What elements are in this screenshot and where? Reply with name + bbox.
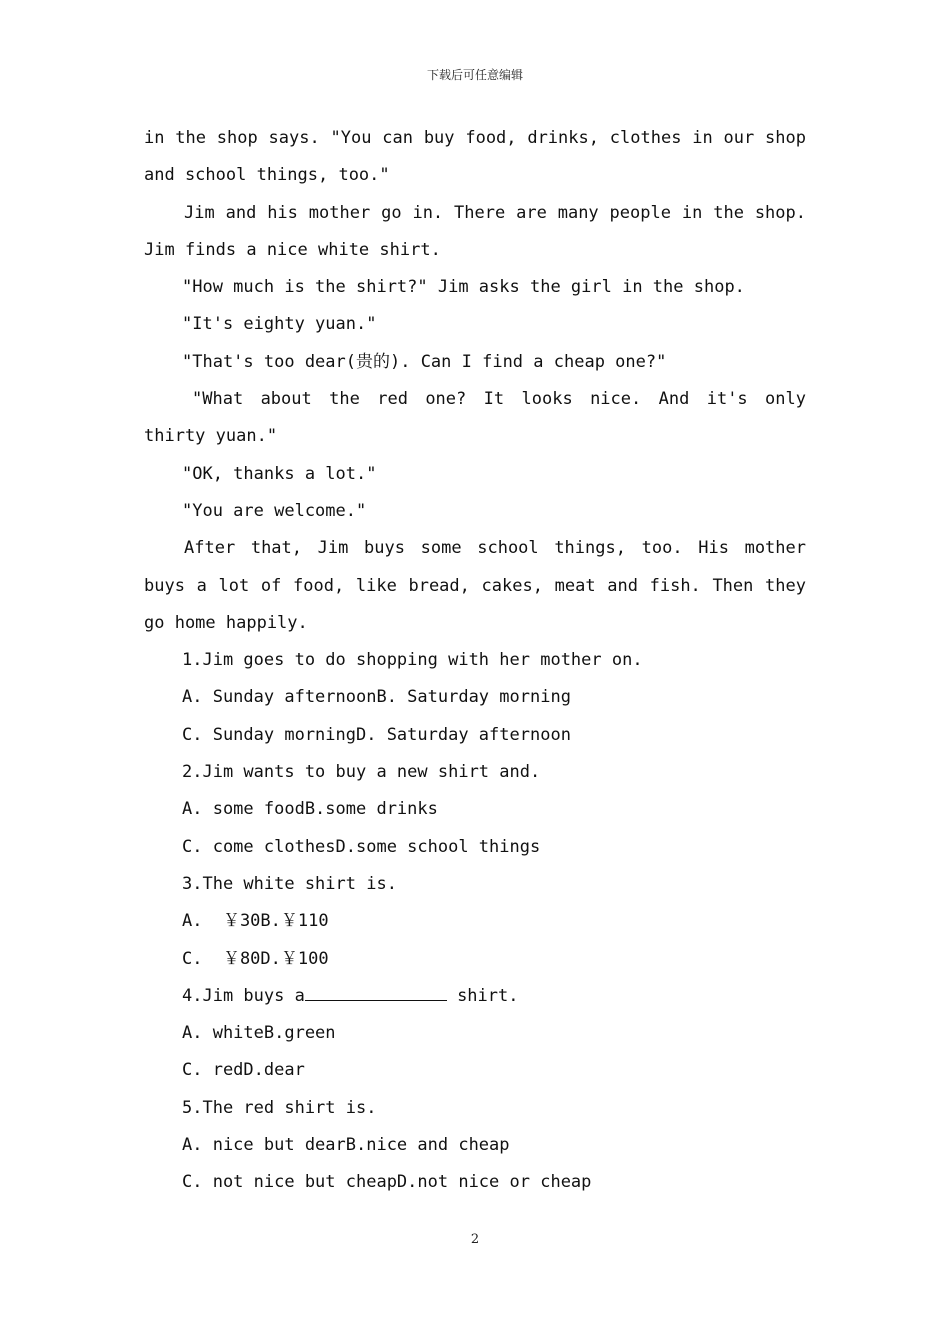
question-1-stem: 1.Jim goes to do shopping with her mother on. bbox=[182, 650, 643, 671]
question-1-options-ab: A. Sunday afternoonB. Saturday morning bbox=[182, 687, 571, 708]
passage-paragraph-1: in the shop says. "You can buy food, drinks, clothes in our shop and school things, too." bbox=[144, 128, 806, 186]
question-2-options-cd: C. come clothesD.some school things bbox=[182, 836, 541, 857]
question-5-stem: 5.The red shirt is. bbox=[182, 1097, 377, 1118]
dialogue-line-3: "That's too dear(贵的). Can I find a cheap one?" bbox=[182, 351, 667, 372]
question-3-stem: 3.The white shirt is. bbox=[182, 873, 397, 894]
answer-blank[interactable] bbox=[305, 984, 447, 1001]
dialogue-line-1: "How much is the shirt?" Jim asks the girl in the shop. bbox=[182, 277, 745, 298]
question-3-options-ab: A. ￥30B.￥110 bbox=[182, 911, 329, 932]
question-5-options-ab: A. nice but dearB.nice and cheap bbox=[182, 1135, 510, 1156]
question-2-stem: 2.Jim wants to buy a new shirt and. bbox=[182, 762, 541, 783]
question-2-options-ab: A. some foodB.some drinks bbox=[182, 799, 438, 820]
question-4-options-cd: C. redD.dear bbox=[182, 1060, 305, 1081]
page-header: 下载后可任意编辑 bbox=[426, 68, 523, 82]
document-body bbox=[144, 120, 806, 1202]
dialogue-line-2: "It's eighty yuan." bbox=[182, 314, 377, 335]
question-4-stem bbox=[144, 978, 806, 1015]
question-4-stem-before: 4.Jim buys a bbox=[182, 985, 305, 1006]
page-number: 2 bbox=[470, 1232, 480, 1247]
passage-paragraph-2: Jim and his mother go in. There are many people in the shop. Jim finds a nice white shirt. bbox=[144, 202, 806, 260]
dialogue-line-5: "OK, thanks a lot." bbox=[182, 463, 377, 484]
question-4-options-ab: A. whiteB.green bbox=[182, 1023, 336, 1044]
dialogue-line-4: "What about the red one? It looks nice. And it's only thirty yuan." bbox=[144, 389, 806, 447]
question-3-options-cd: C. ￥80D.￥100 bbox=[182, 948, 329, 969]
dialogue-line-6: "You are welcome." bbox=[182, 500, 367, 521]
passage-paragraph-3: After that, Jim buys some school things, too. His mother buys a lot of food, like bread, cakes, meat and fish. Then they go home happily. bbox=[144, 538, 806, 633]
question-1-options-cd: C. Sunday morningD. Saturday afternoon bbox=[182, 724, 571, 745]
question-5-options-cd: C. not nice but cheapD.not nice or cheap bbox=[182, 1172, 592, 1193]
question-4-stem-after: shirt. bbox=[446, 985, 519, 1006]
